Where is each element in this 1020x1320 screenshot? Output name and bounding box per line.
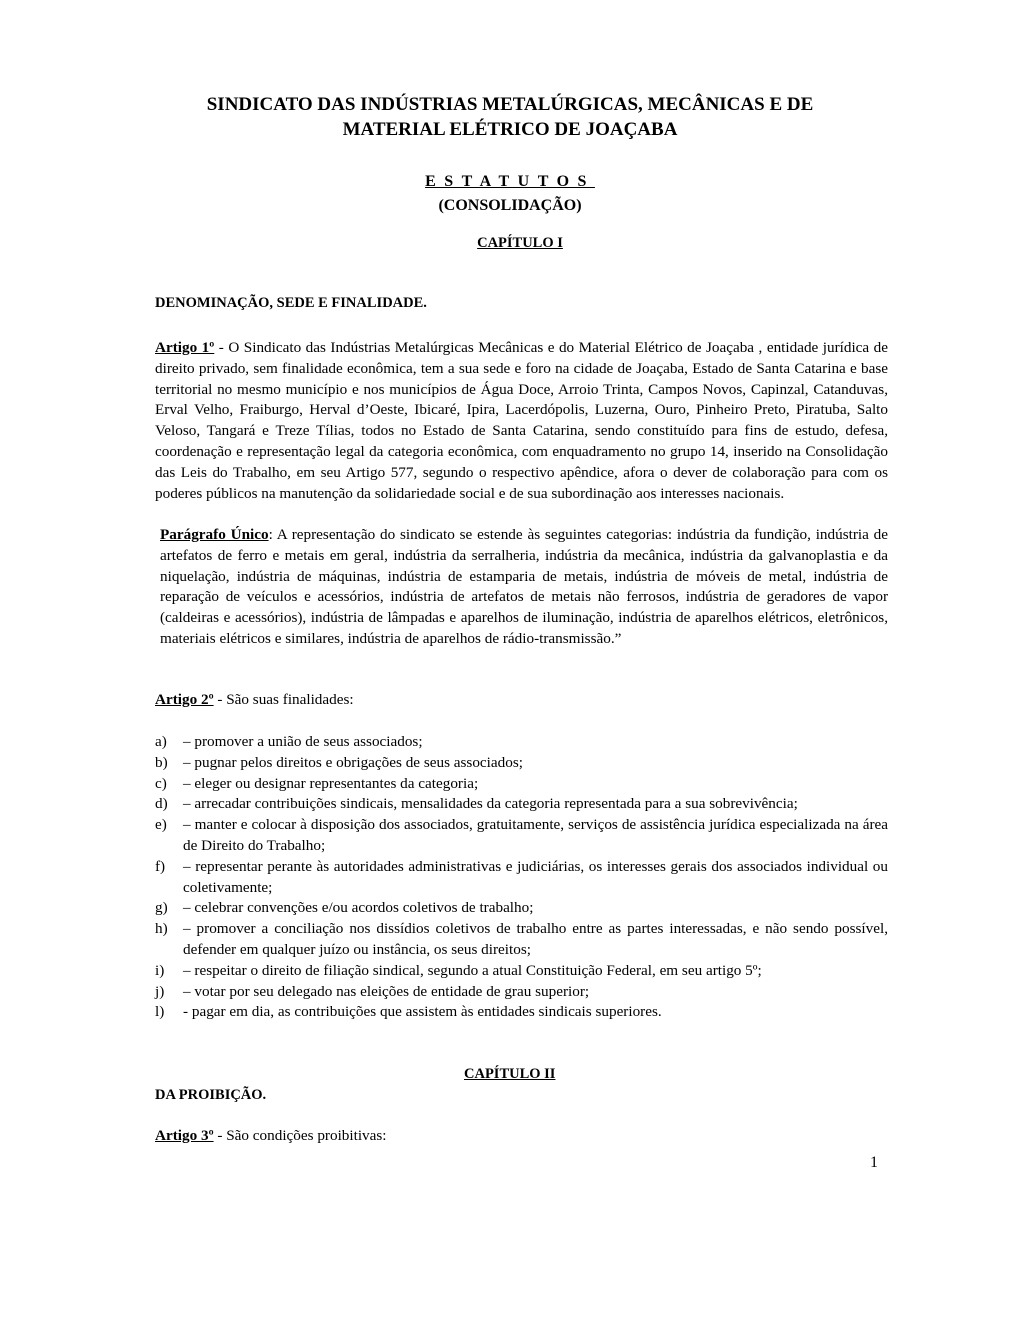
article-2-label: Artigo 2º (155, 691, 214, 708)
page-number: 1 (870, 1154, 878, 1171)
article-1-text: - O Sindicato das Indústrias Metalúrgicas Mecânicas e do Material Elétrico de Joaçaba , entidade jurídica de direito privado, sem finalidade econômica, tem a sua sede e foro na cidade de Joaçaba, Estado de Santa Catarina e base territorial no mesmo município e nos municípios de Água Doce, Arroio Trinta, Campos Novos, Capinzal, Catanduvas, Erval Velho, Fraiburgo, Herval d’Oeste, Ibicaré, Ipira, Lacerdópolis, Luzerna, Ouro, Pinheiro Preto, Piratuba, Salto Veloso, Tangará e Treze Tílias, todos no Estado de Santa Catarina, sendo constituído para fins de estudo, defesa, coordenação e representação legal da categoria econômica, com enquadramento no grupo 14, inserido na Consolidação das Leis do Trabalho, em seu Artigo 577, segundo o respectivo apêndice, afora o dever de colaboração para com os poderes públicos na manutenção da solidariedade social e de sua subordinação aos interesses nacionais. (155, 339, 888, 502)
list-item: c) – eleger ou designar representantes da categoria; (155, 774, 479, 792)
title-line-2: MATERIAL ELÉTRICO DE JOAÇABA (342, 119, 678, 140)
article-2 (155, 690, 888, 711)
list-item: j) – votar por seu delegado nas eleições de entidade de grau superior; (155, 982, 590, 1000)
article-1 (155, 338, 888, 504)
estatutos-heading: ESTATUTOS (425, 173, 595, 190)
chapter-2-label: CAPÍTULO II (464, 1066, 556, 1082)
list-item: g) – celebrar convenções e/ou acordos coletivos de trabalho; (155, 899, 534, 917)
chapter-1-heading: DENOMINAÇÃO, SEDE E FINALIDADE. (155, 295, 427, 311)
list-item: b) – pugnar pelos direitos e obrigações de seus associados; (155, 753, 523, 771)
article-3 (155, 1126, 888, 1147)
article-2-text: - São suas finalidades: (213, 691, 354, 708)
list-item: i) – respeitar o direito de filiação sindical, segundo a atual Constituição Federal, em seu artigo 5º; (155, 961, 762, 979)
finalidades-list (155, 732, 888, 1023)
list-item: h) – promover a conciliação nos dissídios coletivos de trabalho entre as partes interessadas, e não sendo possível, defender em qualquer juízo ou instância, os seus direitos; (155, 920, 888, 958)
article-3-label: Artigo 3º (155, 1127, 214, 1144)
chapter-2-heading: DA PROIBIÇÃO. (155, 1087, 267, 1103)
document-title (100, 92, 920, 142)
chapter-1-label: CAPÍTULO I (477, 235, 563, 251)
list-item: d) – arrecadar contribuições sindicais, mensalidades da categoria representada para a sua sobrevivência; (155, 795, 798, 813)
paragrafo-unico (160, 525, 888, 650)
paragrafo-unico-text: : A representação do sindicato se estende às seguintes categorias: indústria da fundição, indústria de artefatos de ferro e metais em geral, indústria da serralheria, indústria da mecânica, indústria da galvanoplastia e da niquelação, indústria de máquinas, indústria de estamparia de metais, indústria de móveis de metal, indústria de reparação de veículos e acessórios, indústria de artefatos de metais não ferrosos, indústria de geradores de vapor (caldeiras e acessórios), indústria de lâmpadas e aparelhos de iluminação, indústria de aparelhos elétricos, eletrônicos, materiais elétricos e similares, indústria de aparelhos de rádio-transmissão.” (160, 526, 888, 647)
list-item: e) – manter e colocar à disposição dos associados, gratuitamente, serviços de assistência jurídica especializada na área de Direito do Trabalho; (155, 816, 888, 854)
title-line-1: SINDICATO DAS INDÚSTRIAS METALÚRGICAS, MECÂNICAS E DE (206, 94, 814, 115)
article-3-text: - São condições proibitivas: (213, 1127, 387, 1144)
consolidacao-subtitle: (CONSOLIDAÇÃO) (438, 197, 582, 214)
list-item: f) – representar perante às autoridades administrativas e judiciárias, os interesses gerais dos associados individual ou coletivamente; (155, 857, 888, 896)
list-item: l) - pagar em dia, as contribuições que assistem às entidades sindicais superiores. (155, 1003, 662, 1021)
paragrafo-unico-label: Parágrafo Único (160, 526, 269, 543)
list-item: a) – promover a união de seus associados; (155, 733, 423, 750)
article-1-label: Artigo 1º (155, 339, 215, 356)
